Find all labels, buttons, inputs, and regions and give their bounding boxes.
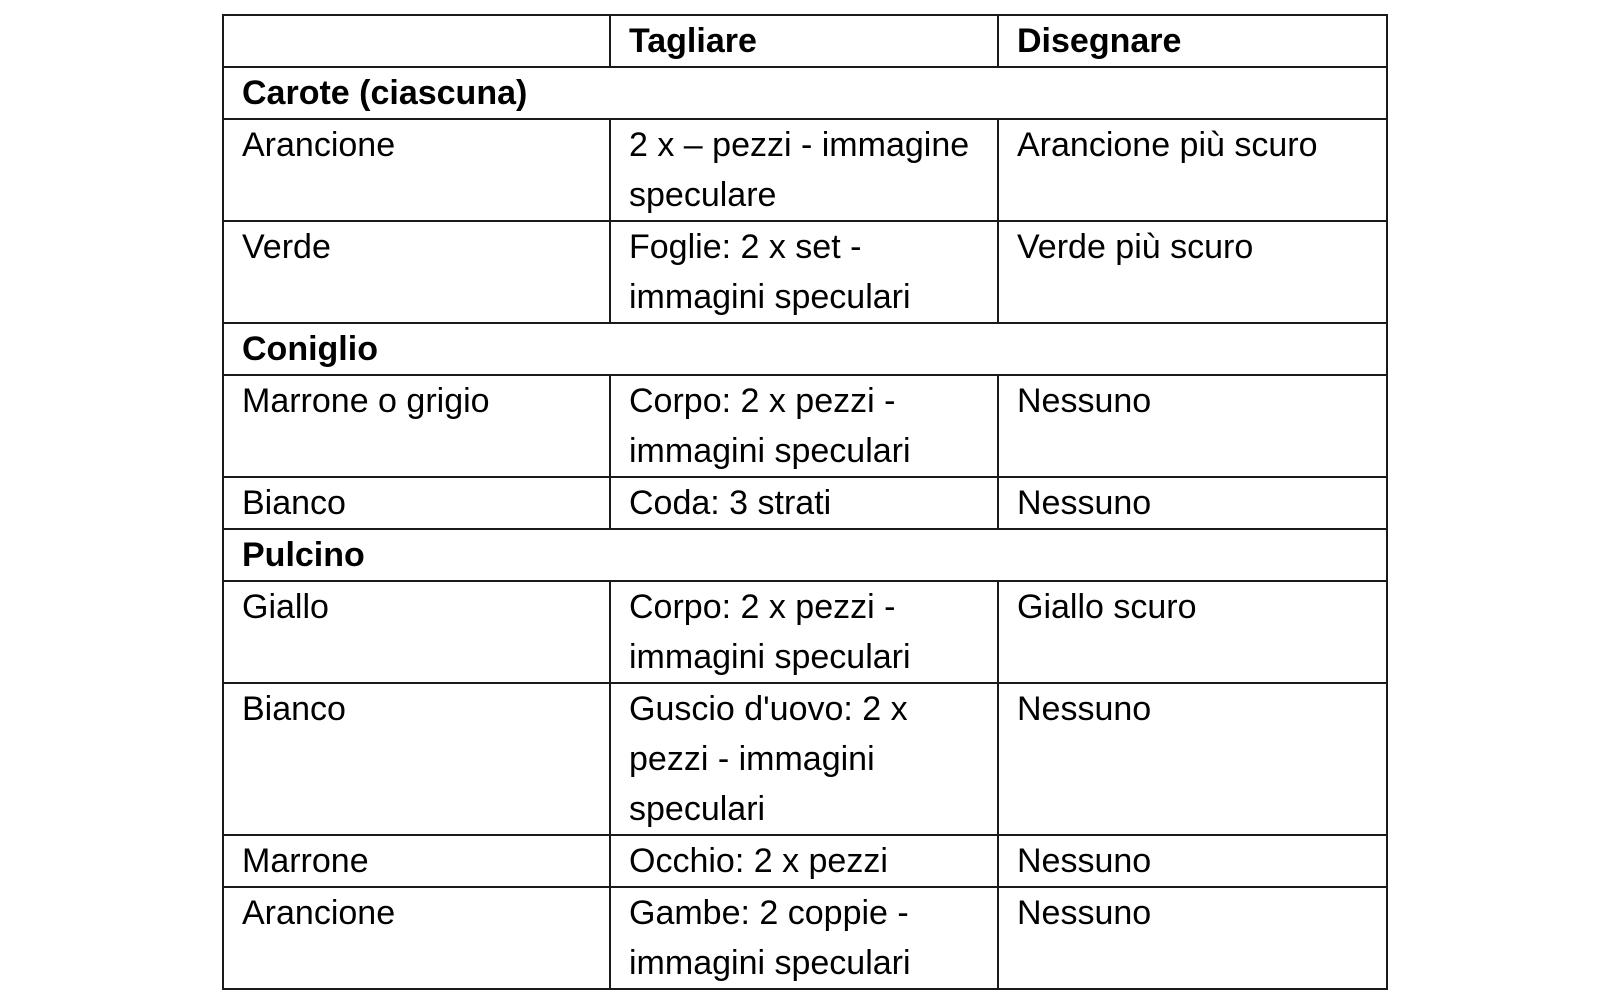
color-cell: Bianco	[223, 683, 610, 835]
header-cell-cut: Tagliare	[610, 15, 998, 67]
section-title: Pulcino	[223, 529, 1387, 581]
table-row	[223, 683, 1387, 835]
table-row	[223, 477, 1387, 529]
cut-cell: 2 x – pezzi - immagine speculare	[610, 119, 998, 221]
draw-cell: Nessuno	[998, 477, 1387, 529]
table-row	[223, 375, 1387, 477]
cut-cell: Corpo: 2 x pezzi - immagini speculari	[610, 581, 998, 683]
draw-cell: Nessuno	[998, 887, 1387, 989]
color-cell: Marrone o grigio	[223, 375, 610, 477]
header-cell-draw: Disegnare	[998, 15, 1387, 67]
color-cell: Arancione	[223, 887, 610, 989]
cut-cell: Guscio d'uovo: 2 x pezzi - immagini speculari	[610, 683, 998, 835]
table-row	[223, 887, 1387, 989]
color-cell: Marrone	[223, 835, 610, 887]
cut-cell: Gambe: 2 coppie - immagini speculari	[610, 887, 998, 989]
draw-cell: Giallo scuro	[998, 581, 1387, 683]
color-cell: Bianco	[223, 477, 610, 529]
cut-cell: Coda: 3 strati	[610, 477, 998, 529]
header-cell-material	[223, 15, 610, 67]
cut-cell: Foglie: 2 x set - immagini speculari	[610, 221, 998, 323]
table-header-row	[223, 15, 1387, 67]
section-row-carrots	[223, 67, 1387, 119]
draw-cell: Nessuno	[998, 375, 1387, 477]
table-row	[223, 581, 1387, 683]
draw-cell: Nessuno	[998, 683, 1387, 835]
table-row	[223, 221, 1387, 323]
color-cell: Giallo	[223, 581, 610, 683]
materials-table	[222, 14, 1388, 990]
section-row-chick	[223, 529, 1387, 581]
color-cell: Arancione	[223, 119, 610, 221]
color-cell: Verde	[223, 221, 610, 323]
draw-cell: Verde più scuro	[998, 221, 1387, 323]
section-row-rabbit	[223, 323, 1387, 375]
cut-cell: Occhio: 2 x pezzi	[610, 835, 998, 887]
table-row	[223, 835, 1387, 887]
section-title: Coniglio	[223, 323, 1387, 375]
draw-cell: Arancione più scuro	[998, 119, 1387, 221]
section-title: Carote (ciascuna)	[223, 67, 1387, 119]
table-row	[223, 119, 1387, 221]
cut-cell: Corpo: 2 x pezzi - immagini speculari	[610, 375, 998, 477]
draw-cell: Nessuno	[998, 835, 1387, 887]
